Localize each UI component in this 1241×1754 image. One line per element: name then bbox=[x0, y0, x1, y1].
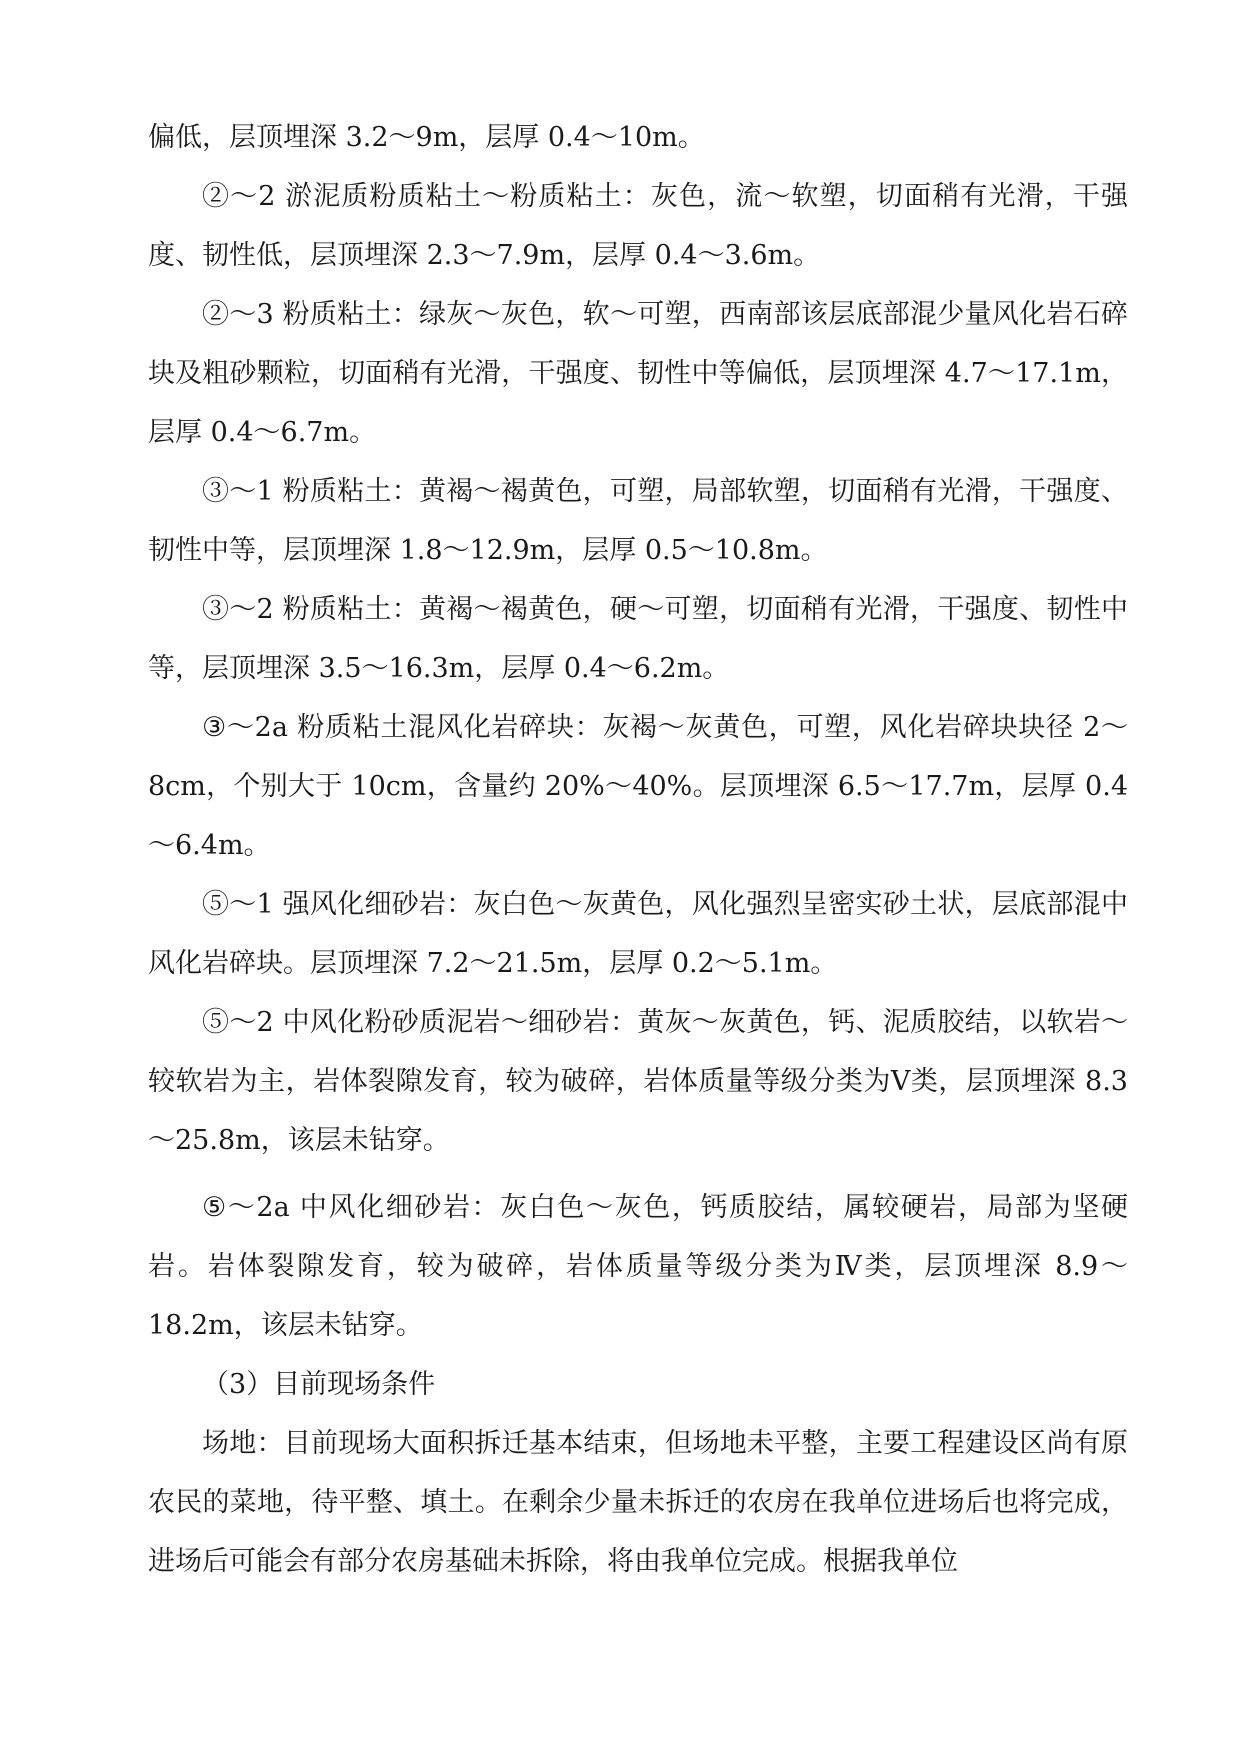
paragraph-layer-5-2a: ⑤～2a 中风化细砂岩：灰白色～灰色，钙质胶结，属较硬岩，局部为坚硬岩。岩体裂隙发育，较为破碎，岩体质量等级分类为Ⅳ类，层顶埋深 8.9～18.2m，该层未钻穿。 bbox=[148, 1192, 1128, 1341]
paragraph-layer-2-2: ②～2 淤泥质粉质粘土～粉质粘土：灰色，流～软塑，切面稍有光滑，干强度、韧性低，层顶埋深 2.3～7.9m，层厚 0.4～3.6m。 bbox=[148, 181, 1128, 271]
paragraph-layer-3-1: ③～1 粉质粘土：黄褐～褐黄色，可塑，局部软塑，切面稍有光滑，干强度、韧性中等，层顶埋深 1.8～12.9m，层厚 0.5～10.8m。 bbox=[148, 476, 1128, 566]
paragraph-site: 场地：目前现场大面积拆迁基本结束，但场地未平整，主要工程建设区尚有原农民的菜地，待平整、填土。在剩余少量未拆迁的农房在我单位进场后也将完成，进场后可能会有部分农房基础未拆除，将由我单位完成。根据我单位 bbox=[148, 1428, 1128, 1577]
paragraph-continuation: 偏低，层顶埋深 3.2～9m，层厚 0.4～10m。 bbox=[148, 122, 705, 153]
paragraph-layer-5-1: ⑤～1 强风化细砂岩：灰白色～灰黄色，风化强烈呈密实砂土状，层底部混中风化岩碎块。层顶埋深 7.2～21.5m，层厚 0.2～5.1m。 bbox=[148, 889, 1128, 979]
document-body bbox=[148, 108, 1128, 1591]
paragraph-layer-5-2: ⑤～2 中风化粉砂质泥岩～细砂岩：黄灰～灰黄色，钙、泥质胶结，以软岩～较软岩为主，岩体裂隙发育，较为破碎，岩体质量等级分类为Ⅴ类，层顶埋深 8.3～25.8m，该层未钻穿。 bbox=[148, 1007, 1128, 1156]
paragraph-layer-3-2a: ③～2a 粉质粘土混风化岩碎块：灰褐～灰黄色，可塑，风化岩碎块块径 2～8cm，个别大于 10cm，含量约 20%～40%。层顶埋深 6.5～17.7m，层厚 0.4～6.4m。 bbox=[148, 712, 1128, 861]
paragraph-layer-3-2: ③～2 粉质粘土：黄褐～褐黄色，硬～可塑，切面稍有光滑，干强度、韧性中等，层顶埋深 3.5～16.3m，层厚 0.4～6.2m。 bbox=[148, 594, 1128, 684]
paragraph-layer-2-3: ②～3 粉质粘土：绿灰～灰色，软～可塑，西南部该层底部混少量风化岩石碎块及粗砂颗粒，切面稍有光滑，干强度、韧性中等偏低，层顶埋深 4.7～17.1m，层厚 0.4～6.7m。 bbox=[148, 299, 1128, 448]
section-heading-site-conditions: （3）目前现场条件 bbox=[202, 1369, 436, 1400]
